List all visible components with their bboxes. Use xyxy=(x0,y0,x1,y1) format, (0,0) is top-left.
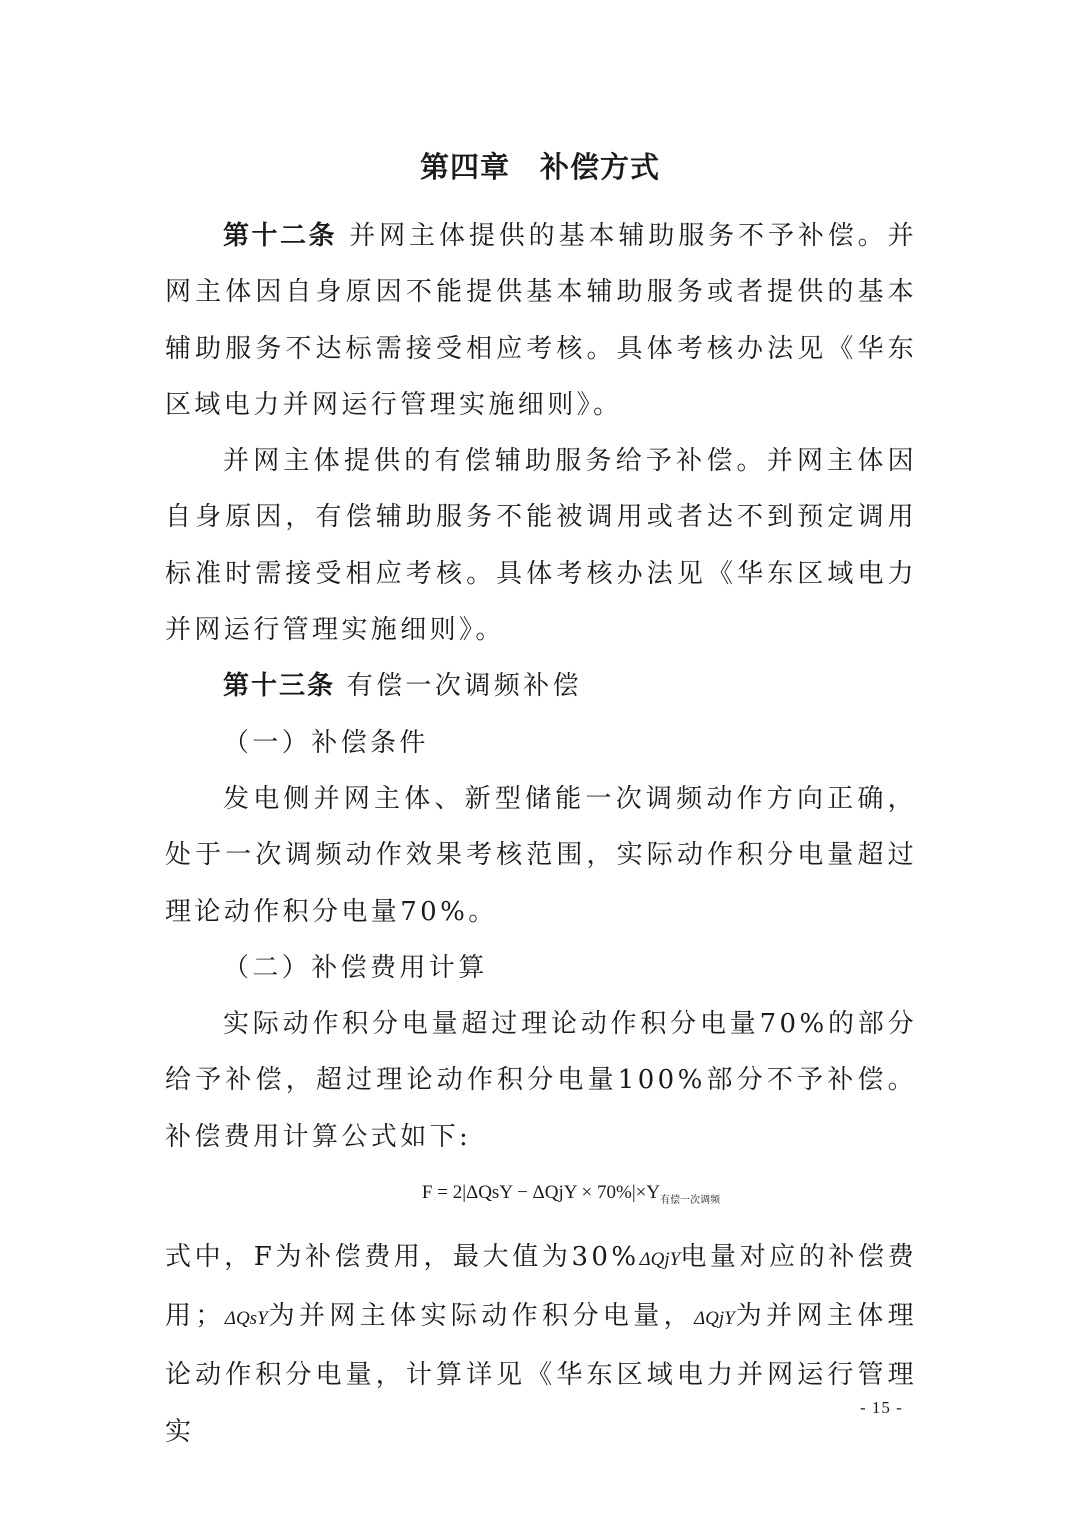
subsection-1-text: 发电侧并网主体、新型储能一次调频动作方向正确，处于一次调频动作效果考核范围，实际动作积分电量超过理论动作积分电量70%。 xyxy=(165,783,917,927)
subsection-2-text: 实际动作积分电量超过理论动作积分电量70%的部分给予补偿，超过理论动作积分电量100%部分不予补偿。补偿费用计算公式如下: xyxy=(165,1009,917,1152)
article-13-heading xyxy=(165,658,917,714)
subsection-1-heading: （一）补偿条件 xyxy=(223,727,429,758)
page-number: - 15 - xyxy=(860,1398,903,1417)
body-text xyxy=(165,208,917,1460)
article-13-title: 有偿一次调频补偿 xyxy=(346,671,582,702)
explanation-part-1: 式中，F为补偿费用，最大值为30% xyxy=(165,1241,640,1272)
article-12-text-1: 并网主体提供的基本辅助服务不予补偿。并网主体因自身原因不能提供基本辅助服务或者提供的基本辅助服务不达标需接受相应考核。具体考核办法见《华东区域电力并网运行管理实施细则》。 xyxy=(165,221,917,420)
article-12-number: 第十二条 xyxy=(223,221,338,251)
explanation-part-4: 为并网主体理论动作积分电量，计算详见《华东区域电力并网运行管理实 xyxy=(165,1301,917,1447)
symbol-delta-qsy: ΔQsY xyxy=(224,1308,268,1330)
formula-explanation xyxy=(165,1229,917,1460)
article-12-text-2: 并网主体提供的有偿辅助服务给予补偿。并网主体因自身原因，有偿辅助服务不能被调用或者达不到预定调用标准时需接受相应考核。具体考核办法见《华东区域电力并网运行管理实施细则》。 xyxy=(165,446,917,646)
symbol-delta-qjy: ΔQjY xyxy=(639,1248,681,1270)
explanation-part-2: 电量对应的补偿费用； xyxy=(165,1241,917,1332)
article-13-number: 第十三条 xyxy=(223,671,336,702)
explanation-part-3: 为并网主体实际动作积分电量， xyxy=(267,1301,694,1332)
compensation-formula xyxy=(165,1165,917,1229)
formula-main: F = 2|ΔQsY − ΔQjY × 70%|×Y xyxy=(421,1182,661,1204)
article-12-paragraph-1 xyxy=(165,208,917,433)
symbol-delta-qjy-2: ΔQjY xyxy=(693,1308,735,1330)
subsection-2-heading: （二）补偿费用计算 xyxy=(223,952,488,983)
chapter-title: 第四章 补偿方式 xyxy=(419,150,660,184)
formula-subscript: 有偿一次调频 xyxy=(660,1194,721,1206)
article-12-paragraph-2 xyxy=(165,433,917,658)
